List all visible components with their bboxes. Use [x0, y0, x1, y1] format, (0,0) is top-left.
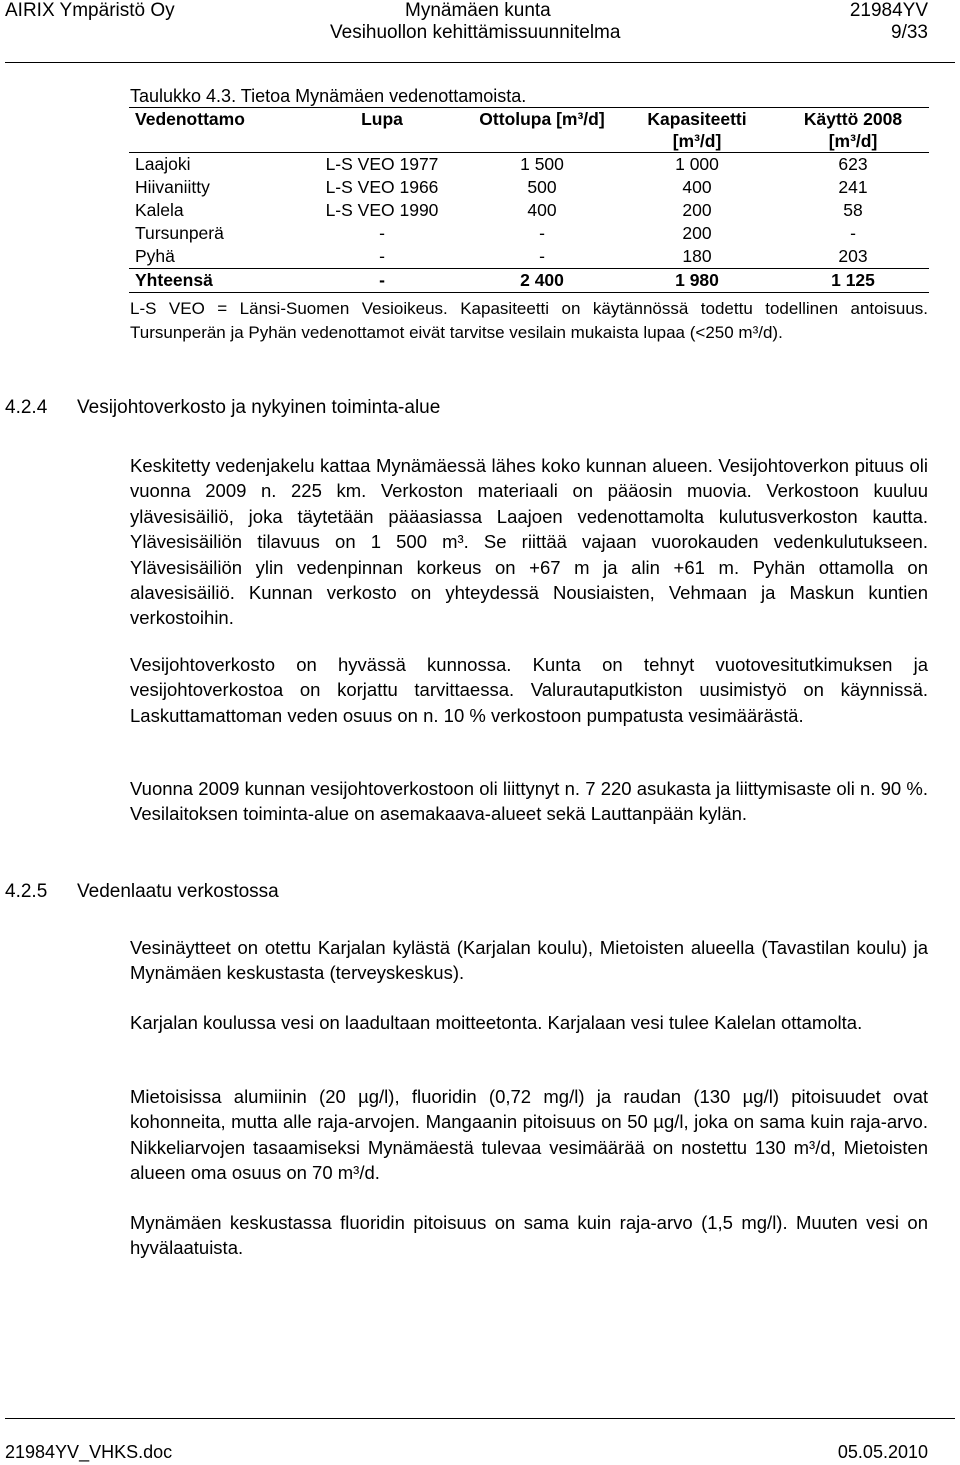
section-number: 4.2.5	[5, 881, 48, 902]
table-caption: Taulukko 4.3. Tietoa Mynämäen vedenottamoista.	[130, 86, 527, 106]
table-cell: -	[297, 269, 467, 293]
section-424-body	[130, 776, 928, 827]
section-heading	[5, 397, 440, 419]
paragraph: Mynämäen keskustassa fluoridin pitoisuus on sama kuin raja-arvo (1,5 mg/l). Muuten vesi on hyvälaatuista.	[130, 1212, 928, 1259]
section-424-body	[130, 652, 928, 728]
column-header: Ottolupa [m³/d]	[467, 108, 617, 153]
table-cell: -	[850, 223, 856, 243]
table-cell: 623	[777, 153, 929, 177]
footer-filename: 21984YV_VHKS.doc	[5, 1442, 173, 1462]
table-cell: Kalela	[135, 200, 184, 220]
table-cell: 1 500	[467, 153, 617, 177]
table-cell: 203	[838, 246, 868, 266]
table-cell: -	[379, 246, 385, 266]
section-425-body	[130, 1210, 928, 1261]
page-number: 9/33	[891, 22, 928, 43]
column-header: Kapasiteetti [m³/d]	[617, 108, 777, 153]
paragraph: Vesinäytteet on otettu Karjalan kylästä (Karjalan koulu), Mietoisten alueella (Tavastilan koulu) ja Mynämäen keskustasta (terveyskeskus).	[130, 937, 928, 984]
table-cell: L-S VEO 1977	[297, 153, 467, 177]
municipality-name: Mynämäen kunta	[405, 0, 551, 21]
section-number: 4.2.4	[5, 397, 48, 418]
section-425-body	[130, 1084, 928, 1186]
header-rule	[5, 62, 955, 63]
table-row	[129, 176, 929, 199]
table-cell: -	[539, 223, 545, 243]
paragraph: Mietoisissa alumiinin (20 µg/l), fluoridin (0,72 mg/l) ja raudan (130 µg/l) pitoisuudet ovat kohonneita, mutta alle raja-arvojen. Mangaanin pitoisuus on 50 µg/l, joka on sama kuin raja-arvo. Nikkeliarvojen tasaamiseksi Mynämäestä tulevaa vesimäärää on nostettu 130 m³/d, Mietoisten alueen oma osuus on 70 m³/d.	[130, 1086, 928, 1184]
section-title: Vedenlaatu verkostossa	[77, 881, 279, 902]
table-cell: Laajoki	[129, 153, 297, 177]
table-cell: -	[379, 223, 385, 243]
table-cell: 200	[682, 200, 712, 220]
table-cell: Yhteensä	[129, 269, 297, 293]
paragraph: Keskitetty vedenjakelu kattaa Mynämäessä lähes koko kunnan alueen. Vesijohtoverkon pituus oli vuonna 2009 n. 225 km. Verkoston materiaali on pääosin muovia. Verkostoon kuuluu ylävesisäiliö, joka täytetään pääasiassa Laajoen vedenottamolta kulutusverkoston kautta. Ylävesisäiliön tilavuus on 1 500 m³. Se riittää vajaan vuorokauden vedenkulutukseen. Ylävesisäiliön ylin vedenpinnan korkeus on +67 m ja alin +61 m. Pyhän ottamolla on alavesisäiliö. Kunnan verkosto on yhteydessä Nousiaisten, Vehmaan ja Maskun kuntien verkostoihin.	[130, 455, 928, 629]
footer-date: 05.05.2010	[837, 1442, 928, 1462]
table-cell: 400	[682, 177, 712, 197]
column-header: Vedenottamo	[129, 108, 297, 153]
table-cell: L-S VEO 1966	[325, 177, 439, 197]
table-total-row	[129, 269, 929, 293]
water-intake-table	[129, 107, 929, 293]
table-cell: 2 400	[467, 269, 617, 293]
section-heading	[5, 881, 279, 903]
table-cell: Pyhä	[135, 246, 175, 266]
table-row	[129, 245, 929, 269]
table-cell: L-S VEO 1990	[325, 200, 439, 220]
paragraph: Vuonna 2009 kunnan vesijohtoverkostoon oli liittynyt n. 7 220 asukasta ja liittymisaste oli n. 90 %. Vesilaitoksen toiminta-alue on asemakaava-alueet sekä Lauttanpään kylän.	[130, 778, 928, 825]
table-cell: 200	[682, 223, 712, 243]
table-cell: Hiivaniitty	[135, 177, 210, 197]
page-header	[0, 0, 960, 70]
section-title: Vesijohtoverkosto ja nykyinen toiminta-alue	[77, 397, 441, 418]
table-cell: 1 000	[617, 153, 777, 177]
table-cell: -	[539, 246, 545, 266]
company-name: AIRIX Ympäristö Oy	[5, 0, 175, 21]
table-row	[129, 153, 929, 177]
table-cell: 500	[527, 177, 557, 197]
document-code: 21984YV	[849, 0, 928, 21]
column-header: Lupa	[297, 108, 467, 153]
section-424-body	[130, 453, 928, 631]
paragraph: Vesijohtoverkosto on hyvässä kunnossa. Kunta on tehnyt vuotovesitutkimuksen ja vesijohtoverkostoa on korjattu tarvittaessa. Valurautaputkiston uusimistyö on käynnissä. Laskuttamattoman veden osuus on n. 10 % verkostoon pumpatusta vesimäärästä.	[130, 654, 928, 726]
table-cell: Tursunperä	[135, 223, 224, 243]
plan-title: Vesihuollon kehittämissuunnitelma	[330, 22, 621, 43]
section-425-body	[130, 935, 928, 986]
column-header: Käyttö 2008 [m³/d]	[777, 108, 929, 153]
footer-rule	[5, 1418, 955, 1419]
table-row	[129, 222, 929, 245]
table-cell: 400	[527, 200, 557, 220]
section-425-body	[130, 1010, 928, 1035]
table-cell: 1 980	[617, 269, 777, 293]
paragraph: Karjalan koulussa vesi on laadultaan moitteetonta. Karjalaan vesi tulee Kalelan ottamolta.	[130, 1012, 863, 1033]
table-row	[129, 199, 929, 222]
table-cell: 1 125	[777, 269, 929, 293]
table-cell: 241	[838, 177, 868, 197]
table-cell: 180	[682, 246, 712, 266]
table-note: L-S VEO = Länsi-Suomen Vesioikeus. Kapasiteetti on käytännössä todettu todellinen antoisuus. Tursunperän ja Pyhän vedenottamot eivät tarvitse vesilain mukaista lupaa (<250 m³/d).	[130, 299, 928, 342]
table-cell: 58	[843, 200, 863, 220]
